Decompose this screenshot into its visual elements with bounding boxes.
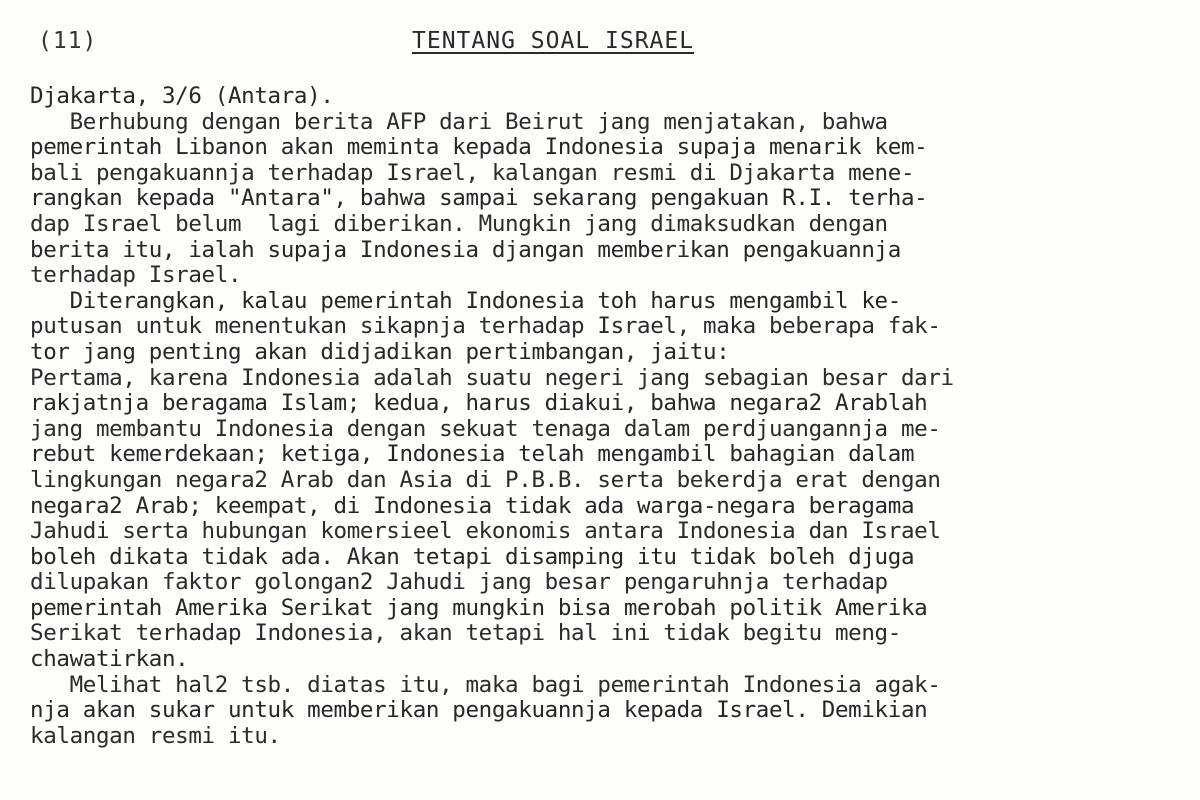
text-line: dilupakan faktor golongan2 Jahudi jang besar pengaruhnja terhadap bbox=[30, 569, 888, 596]
text-line: Pertama, karena Indonesia adalah suatu negeri jang sebagian besar dari bbox=[30, 364, 954, 391]
document-body bbox=[30, 84, 1200, 749]
text-line: Jahudi serta hubungan komersieel ekonomis antara Indonesia dan Israel bbox=[30, 518, 941, 545]
text-line: rangkan kepada "Antara", bahwa sampai sekarang pengakuan R.I. terha- bbox=[30, 185, 928, 212]
text-line: Djakarta, 3/6 (Antara). bbox=[30, 83, 334, 109]
text-line: tor jang penting akan didjadikan pertimbangan, jaitu: bbox=[30, 338, 730, 365]
text-line: putusan untuk menentukan sikapnja terhadap Israel, maka beberapa fak- bbox=[30, 313, 941, 340]
text-line: pemerintah Libanon akan meminta kepada Indonesia supaja menarik kem- bbox=[30, 134, 928, 161]
text-line: pemerintah Amerika Serikat jang mungkin bisa merobah politik Amerika bbox=[30, 594, 928, 621]
text-line: Serikat terhadap Indonesia, akan tetapi hal ini tidak begitu meng- bbox=[30, 620, 901, 647]
text-line: Diterangkan, kalau pemerintah Indonesia toh harus mengambil ke- bbox=[30, 287, 901, 314]
text-line: boleh dikata tidak ada. Akan tetapi disamping itu tidak boleh djuga bbox=[30, 543, 915, 570]
text-line: kalangan resmi itu. bbox=[30, 722, 281, 749]
text-line: dap Israel belum lagi diberikan. Mungkin jang dimaksudkan dengan bbox=[30, 210, 888, 237]
text-line: nja akan sukar untuk memberikan pengakuannja kepada Israel. Demikian bbox=[30, 697, 928, 724]
text-line: Berhubung dengan berita AFP dari Beirut jang menjatakan, bahwa bbox=[30, 108, 888, 135]
text-line: Melihat hal2 tsb. diatas itu, maka bagi pemerintah Indonesia agak- bbox=[30, 671, 941, 698]
text-line: jang membantu Indonesia dengan sekuat tenaga dalam perdjuangannja me- bbox=[30, 415, 941, 442]
text-line: rakjatnja beragama Islam; kedua, harus diakui, bahwa negara2 Arablah bbox=[30, 390, 928, 417]
text-line: rebut kemerdekaan; ketiga, Indonesia telah mengambil bahagian dalam bbox=[30, 441, 915, 468]
text-line: berita itu, ialah supaja Indonesia djangan memberikan pengakuannja bbox=[30, 236, 901, 263]
text-line: chawatirkan. bbox=[30, 646, 189, 673]
page-number: (11) bbox=[38, 28, 98, 54]
text-line: lingkungan negara2 Arab dan Asia di P.B.B. serta bekerdja erat dengan bbox=[30, 466, 941, 493]
text-line: terhadap Israel. bbox=[30, 262, 242, 289]
text-line: negara2 Arab; keempat, di Indonesia tidak ada warga-negara beragama bbox=[30, 492, 915, 519]
document-title: TENTANG SOAL ISRAEL bbox=[412, 28, 695, 54]
text-line: bali pengakuannja terhadap Israel, kalangan resmi di Djakarta mene- bbox=[30, 159, 915, 186]
